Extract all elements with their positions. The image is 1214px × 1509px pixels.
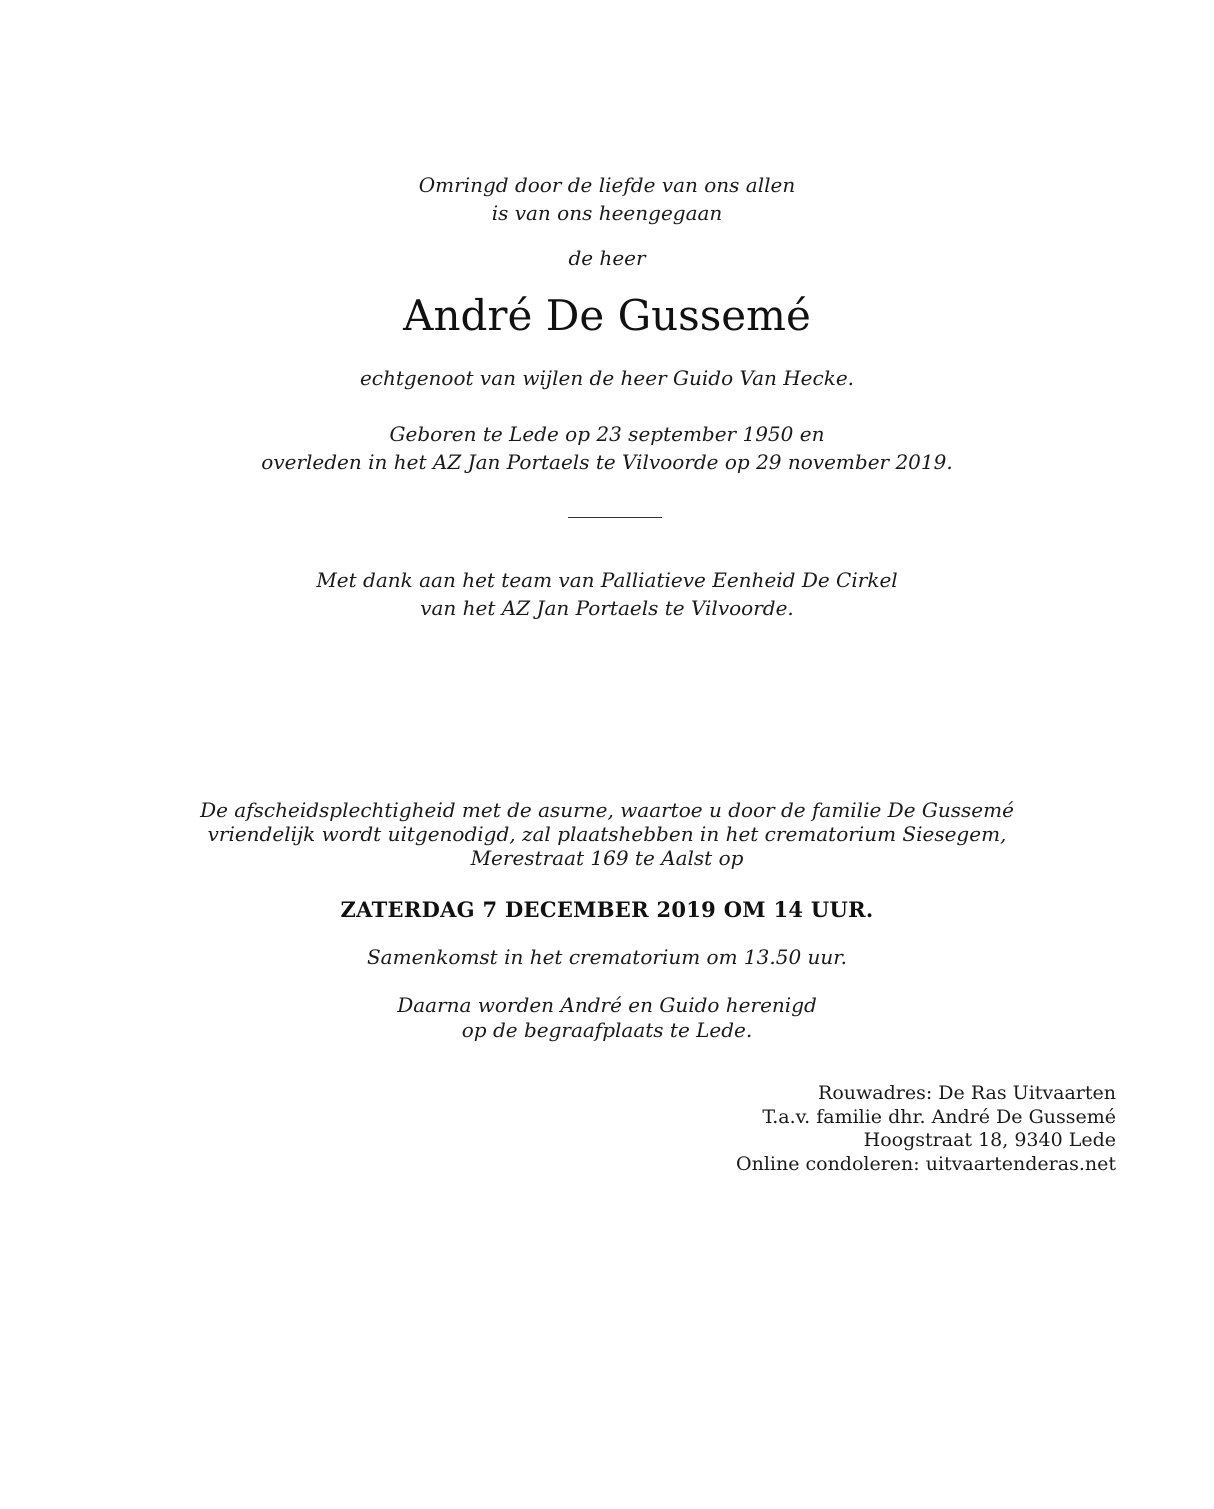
contact-block — [736, 1082, 1116, 1176]
reunion-line-1: Daarna worden André en Guido herenigd — [397, 993, 817, 1017]
ceremony-date-headline: ZATERDAG 7 DECEMBER 2019 OM 14 UUR. — [340, 897, 874, 922]
ceremony-line-3: Merestraat 169 te Aalst op — [470, 846, 744, 870]
contact-online-condolence: Online condoleren: uitvaartenderas.net — [736, 1152, 1116, 1175]
contact-street: Hoogstraat 18, 9340 Lede — [863, 1129, 1116, 1151]
salutation: de heer — [568, 246, 646, 270]
spouse-line: echtgenoot van wijlen de heer Guido Van Hecke. — [359, 366, 855, 390]
deceased-name: André De Gussemé — [403, 291, 811, 340]
ceremony-line-1: De afscheidsplechtigheid met de asurne, waartoe u door de familie De Gussemé — [200, 798, 1014, 822]
thanks-line-2: van het AZ Jan Portaels te Vilvoorde. — [420, 596, 794, 620]
reunion-line-2: op de begraafplaats te Lede. — [461, 1018, 753, 1042]
contact-address-name: Rouwadres: De Ras Uitvaarten — [818, 1082, 1116, 1104]
separator-rule — [568, 517, 662, 518]
death-line: overleden in het AZ Jan Portaels te Vilvoorde op 29 november 2019. — [261, 450, 953, 474]
birth-line: Geboren te Lede op 23 september 1950 en — [389, 422, 825, 446]
intro-line-1: Omringd door de liefde van ons allen — [418, 173, 796, 197]
intro-line-2: is van ons heengegaan — [491, 201, 723, 225]
gathering-line: Samenkomst in het crematorium om 13.50 uur. — [366, 945, 848, 969]
thanks-line-1: Met dank aan het team van Palliatieve Eenheid De Cirkel — [316, 568, 898, 592]
contact-attention: T.a.v. familie dhr. André De Gussemé — [762, 1105, 1116, 1128]
ceremony-line-2: vriendelijk wordt uitgenodigd, zal plaatshebben in het crematorium Siesegem, — [207, 822, 1007, 846]
